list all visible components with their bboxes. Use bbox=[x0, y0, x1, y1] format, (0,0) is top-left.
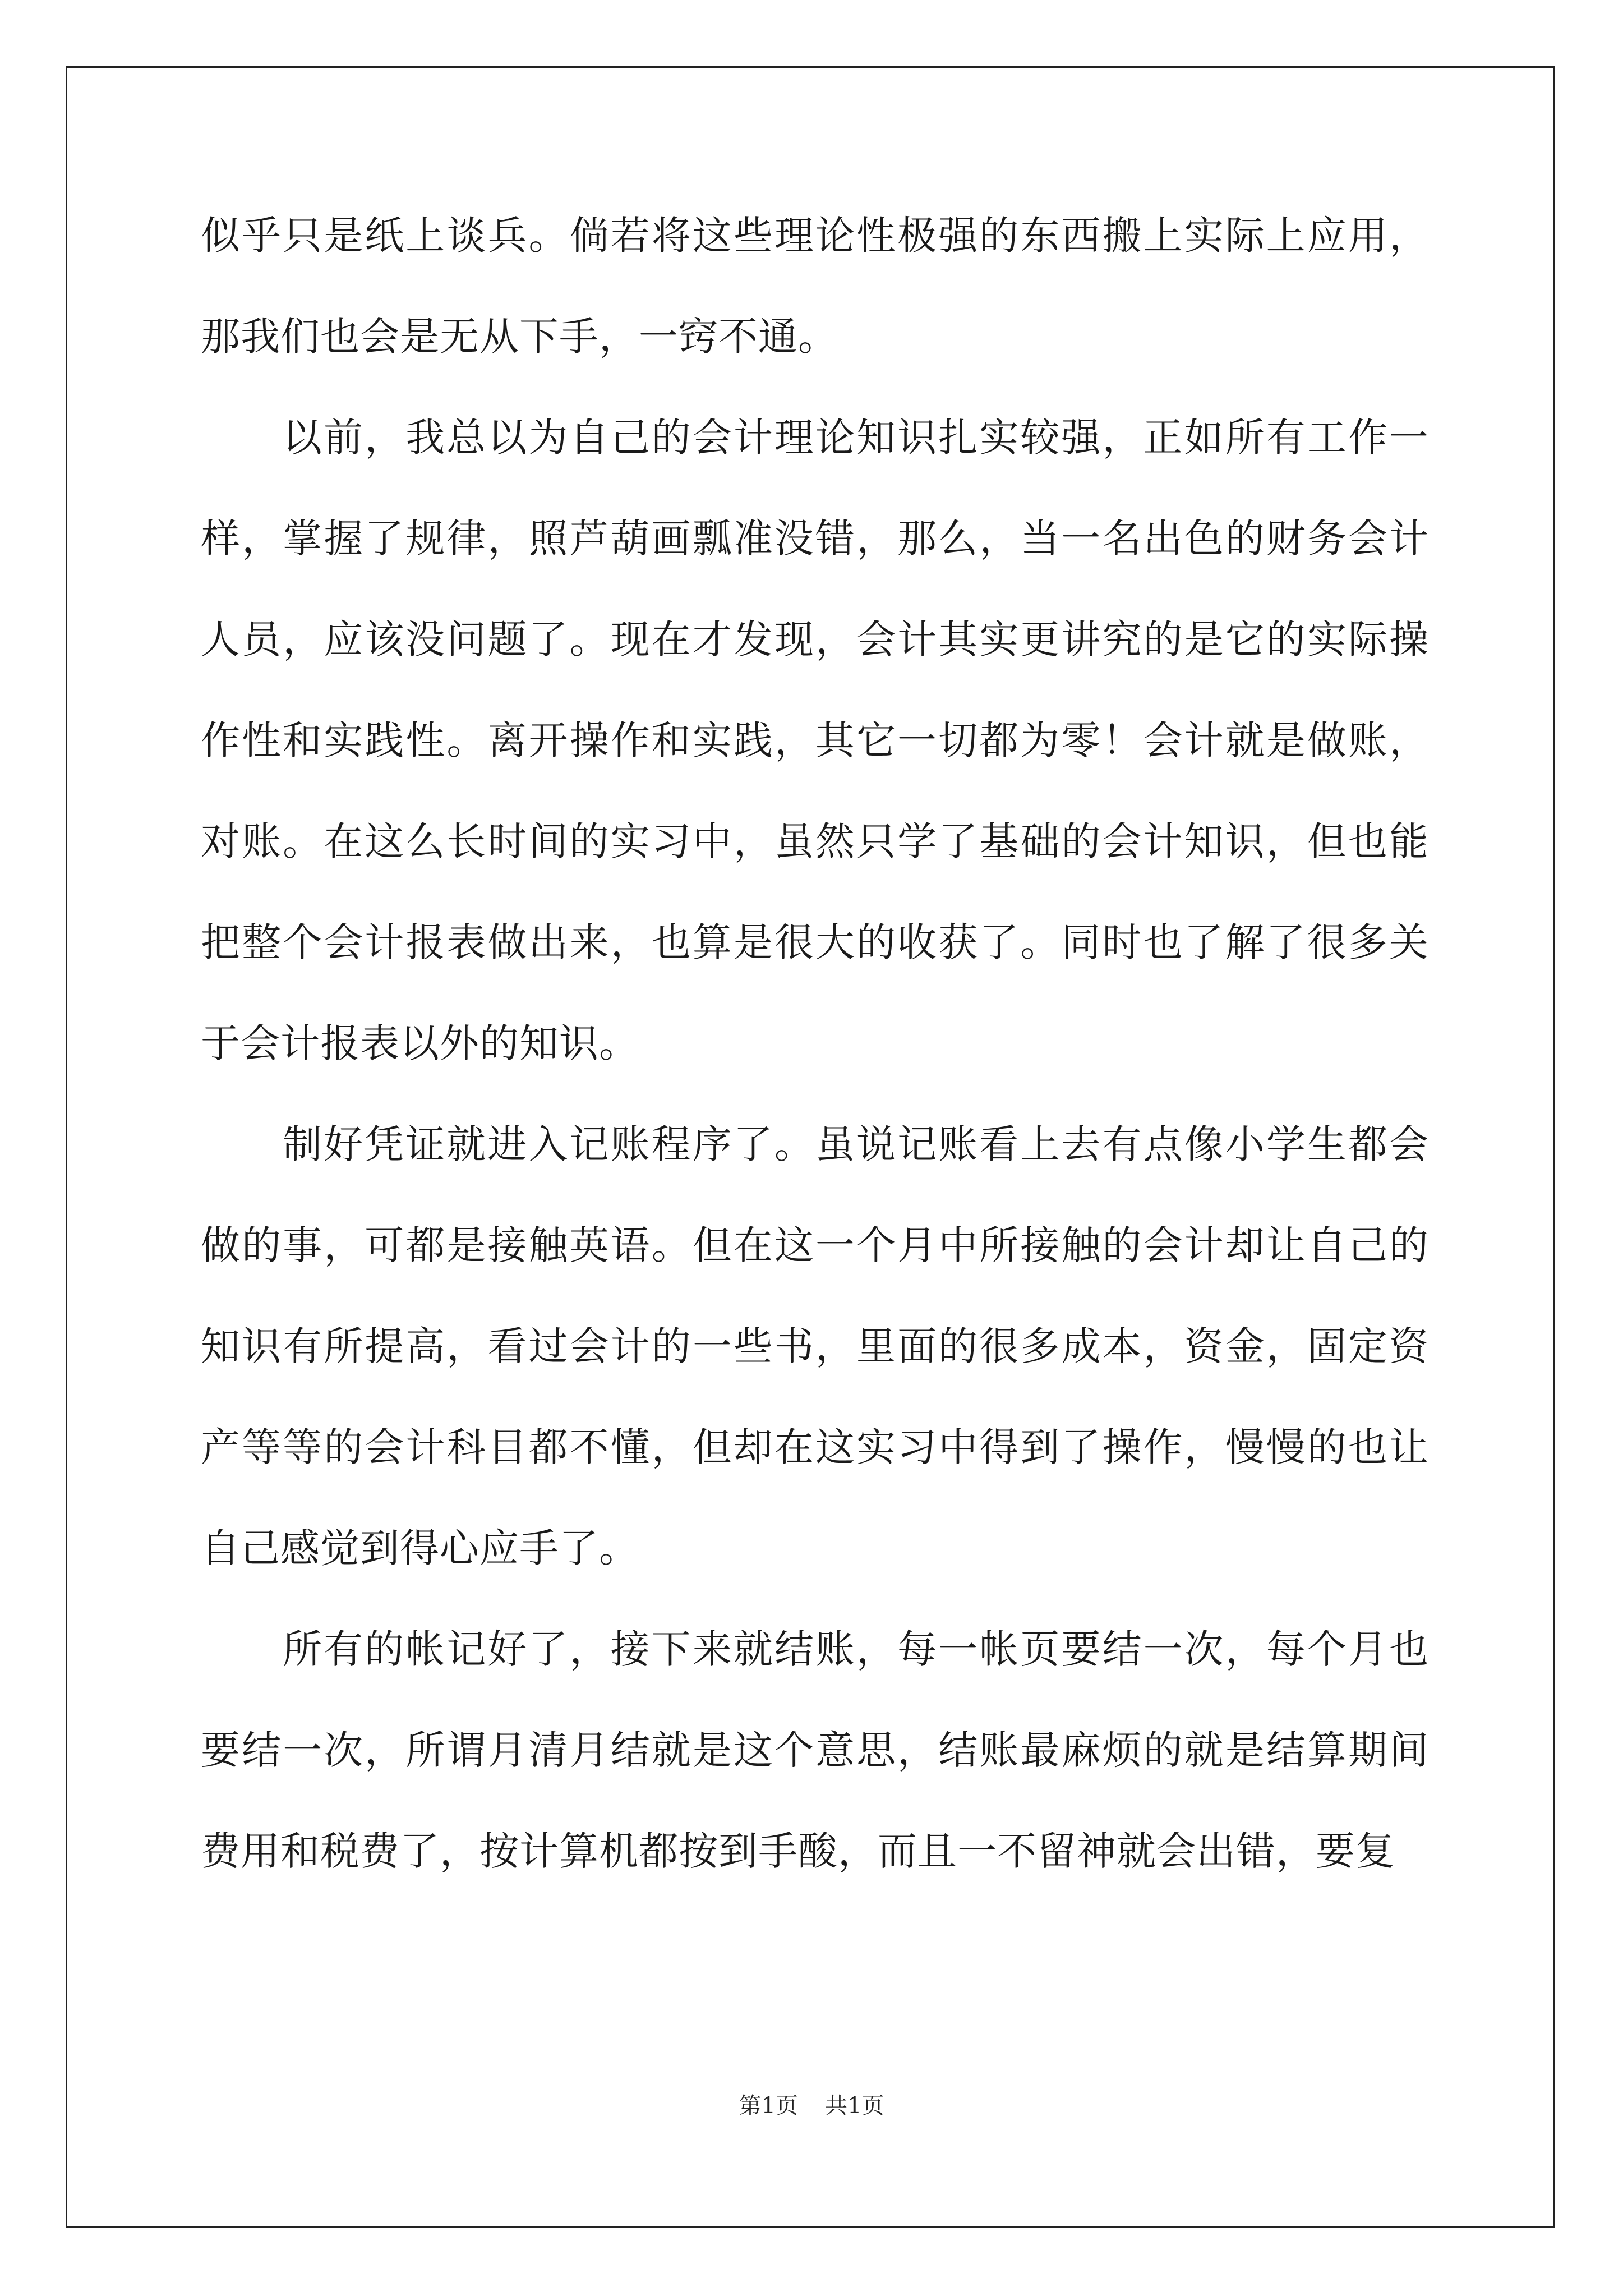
paragraph-3: 制好凭证就进入记账程序了。虽说记账看上去有点像小学生都会做的事，可都是接触英语。但在这一个月中所接触的会计却让自己的知识有所提高，看过会计的一些书，里面的很多成本，资金，固定资产等等的会计科目都不懂，但却在这实习中得到了操作，慢慢的也让自己感觉到得心应手了。 bbox=[201, 1121, 1429, 1571]
paragraph-1: 似乎只是纸上谈兵。倘若将这些理论性极强的东西搬上实际上应用，那我们也会是无从下手，一窍不通。 bbox=[201, 213, 1429, 360]
paragraph-4: 所有的帐记好了，接下来就结账，每一帐页要结一次，每个月也要结一次，所谓月清月结就是这个意思，结账最麻烦的就是结算期间费用和税费了，按计算机都按到手酸，而且一不留神就会出错，要复 bbox=[201, 1626, 1429, 1874]
page-footer bbox=[0, 2088, 1623, 2120]
paragraph-2: 以前，我总以为自己的会计理论知识扎实较强，正如所有工作一样，掌握了规律，照芦葫画瓢准没错，那么，当一名出色的财务会计人员，应该没问题了。现在才发现，会计其实更讲究的是它的实际操作性和实践性。离开操作和实践，其它一切都为零！会计就是做账，对账。在这么长时间的实习中，虽然只学了基础的会计知识，但也能把整个会计报表做出来，也算是很大的收获了。同时也了解了很多关于会计报表以外的知识。 bbox=[201, 415, 1429, 1066]
page-number: 第1页 bbox=[739, 2093, 798, 2119]
document-body bbox=[201, 185, 1429, 1902]
page-total: 共1页 bbox=[825, 2093, 884, 2119]
